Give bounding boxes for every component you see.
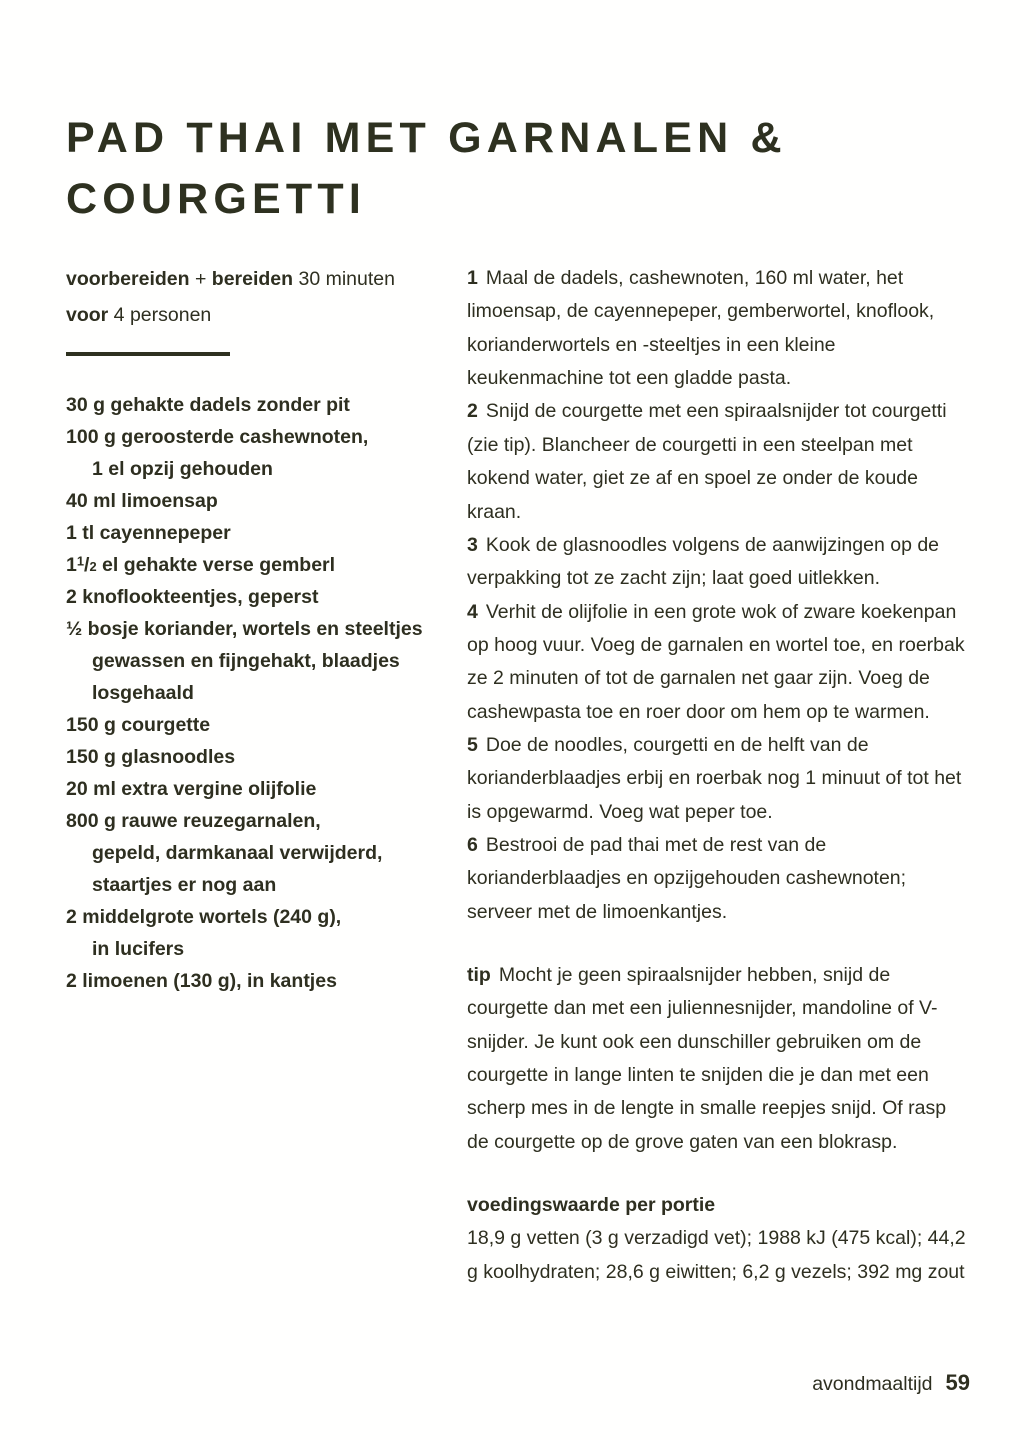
- ingredient-item: 150 g glasnoodles: [66, 745, 236, 768]
- prep-separator: +: [189, 268, 212, 291]
- ingredient-fraction: $1^1/_2$: [66, 553, 97, 576]
- footer-section-label: avondmaaltijd: [812, 1373, 933, 1395]
- servings-line: [66, 298, 440, 333]
- ingredient-item: losgehaald: [92, 681, 194, 704]
- step-item: [467, 829, 970, 929]
- prep-time-line: [66, 262, 440, 297]
- step-text: Maal de dadels, cashewnoten, 160 ml water, het limoensap, de cayennepeper, gemberwortel, knoflook, korianderwortels en -steeltjes in een kleine keukenmachine tot een gladde pasta.: [467, 267, 935, 390]
- step-item: [467, 262, 970, 395]
- step-number: 3: [467, 533, 478, 556]
- nutrition-values: 18,9 g vetten (3 g verzadigd vet); 1988 kJ (475 kcal); 44,2 g koolhydraten; 28,6 g eiwitten; 6,2 g vezels; 392 mg zout: [467, 1227, 966, 1283]
- ingredient-item: 2 limoenen (130 g), in kantjes: [66, 969, 337, 992]
- step-number: 1: [467, 267, 478, 290]
- prep-label-bereiden: bereiden: [211, 268, 294, 291]
- step-text: Verhit de olijfolie in een grote wok of zware koekenpan op hoog vuur. Voeg de garnalen en wortel toe, en roerbak ze 2 minuten of tot de garnalen net gaar zijn. Voeg de cashewpasta toe en roer door om hem op te warmen.: [467, 600, 965, 723]
- ingredient-item: 100 g geroosterde cashewnoten,: [66, 426, 369, 449]
- nutrition-section: [467, 1189, 970, 1289]
- ingredient-item: in lucifers: [92, 937, 185, 960]
- servings-value: 4 personen: [108, 303, 212, 326]
- step-text: Kook de glasnoodles volgens de aanwijzingen op de verpakking tot ze zacht zijn; laat goed uitlekken.: [467, 533, 940, 590]
- ingredient-item: 40 ml limoensap: [66, 489, 218, 512]
- step-number: 4: [467, 600, 478, 623]
- prep-label-voorbereiden: voorbereiden: [66, 268, 190, 291]
- ingredient-item: 2 knoflookteentjes, geperst: [66, 585, 319, 608]
- tip-text: Mocht je geen spiraalsnijder hebben, snijd de courgette dan met een juliennesnijder, mandoline of V-snijder. Je kunt ook een dunschiller gebruiken om de courgette in lange linten te snijden die je dan met een scherp mes in de lengte in smalle reepjes snijd. Of rasp de courgette op de grove gaten van een blokrasp.: [467, 963, 947, 1153]
- ingredient-item: 30 g gehakte dadels zonder pit: [66, 394, 350, 417]
- step-item: [467, 596, 970, 729]
- step-item: [467, 395, 970, 528]
- ingredient-list: [66, 390, 440, 997]
- step-number: 2: [467, 400, 478, 423]
- ingredients-column: [66, 262, 458, 997]
- section-divider: [66, 352, 230, 356]
- prep-time-value: 30 minuten: [293, 268, 395, 291]
- ingredient-item: [66, 550, 440, 582]
- ingredient-item: ½ bosje koriander, wortels en steeltjes: [66, 617, 423, 640]
- servings-label: voor: [66, 303, 109, 326]
- ingredient-item: 150 g courgette: [66, 713, 211, 736]
- instructions-column: [458, 262, 970, 1289]
- page-title: PAD THAI MET GARNALEN & COURGETTI: [66, 114, 787, 224]
- ingredient-item: 2 middelgrote wortels (240 g),: [66, 905, 342, 928]
- ingredient-item: 1 el opzij gehouden: [92, 458, 273, 480]
- ingredient-item: 800 g rauwe reuzegarnalen,: [66, 809, 321, 832]
- tip-label: tip: [467, 963, 491, 986]
- step-list: [467, 262, 970, 929]
- step-item: [467, 529, 970, 596]
- step-item: [467, 729, 970, 829]
- recipe-meta: [66, 262, 440, 333]
- ingredient-item: gepeld, darmkanaal verwijderd,: [92, 841, 383, 864]
- ingredient-item: 1 tl cayennepeper: [66, 521, 231, 544]
- ingredient-item: 20 ml extra vergine olijfolie: [66, 777, 317, 800]
- page-footer: [812, 1370, 970, 1396]
- page-number: 59: [945, 1370, 970, 1395]
- step-number: 5: [467, 733, 478, 756]
- step-number: 6: [467, 833, 478, 856]
- ingredient-text: el gehakte verse gemberl: [96, 553, 336, 576]
- step-text: Bestrooi de pad thai met de rest van de korianderblaadjes en opzijgehouden cashewnoten; serveer met de limoenkantjes.: [467, 833, 907, 923]
- nutrition-title: voedingswaarde per portie: [467, 1194, 716, 1217]
- step-text: Snijd de courgette met een spiraalsnijder tot courgetti (zie tip). Blancheer de courgetti in een steelpan met kokend water, giet ze af en spoel ze onder de koude kraan.: [467, 400, 947, 523]
- tip-paragraph: [467, 959, 970, 1159]
- content-columns: [66, 262, 970, 1289]
- step-text: Doe de noodles, courgetti en de helft van de korianderblaadjes erbij en roerbak nog 1 minuut of tot het is opgewarmd. Voeg wat peper toe.: [467, 733, 962, 823]
- ingredient-item: gewassen en fijngehakt, blaadjes: [92, 649, 400, 672]
- ingredient-item: staartjes er nog aan: [92, 873, 277, 896]
